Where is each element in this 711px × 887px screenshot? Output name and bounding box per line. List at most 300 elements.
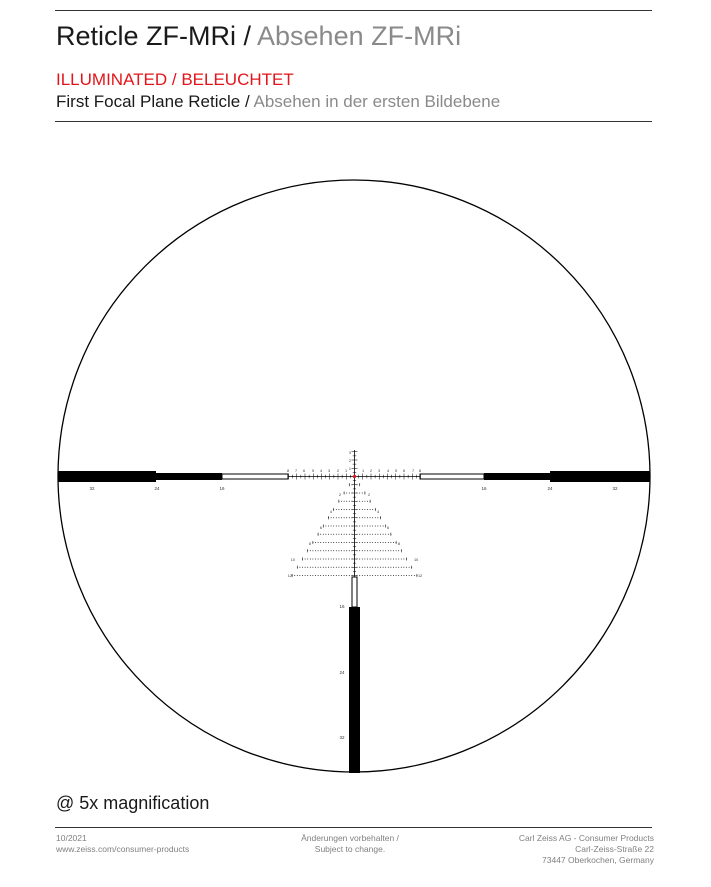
holdover-dot [385,559,386,560]
holdover-dot [336,575,337,576]
holdover-dot [312,567,313,568]
holdover-dot [346,526,347,527]
holdover-dot [346,542,347,543]
holdover-dot [372,559,373,560]
holdover-dot [323,559,324,560]
h-digit-right-1: 1 [361,469,365,473]
holdover-dot [341,559,342,560]
holdover-dot [328,534,329,535]
holdover-dot [351,501,352,502]
holdover-dot [385,534,386,535]
holdover-dot [385,567,386,568]
holdover-dot [338,534,339,535]
post-label-left-24: 24 [154,486,160,491]
holdover-dot [364,575,365,576]
post-label-left-16: 16 [219,486,225,491]
holdover-dot [351,559,352,560]
holdover-dot [336,567,337,568]
holdover-dot [380,550,381,551]
holdover-dot [377,567,378,568]
holdover-dot [351,493,352,494]
holdover-dot [294,575,295,576]
holdover-dot [318,559,319,560]
holdover-dot [364,567,365,568]
holdover-dot [344,534,345,535]
holdover-dot [346,534,347,535]
holdover-dot [357,534,358,535]
holdover-dot [338,550,339,551]
footer-street: Carl-Zeiss-Straße 22 [575,844,654,854]
holdover-dot [385,542,386,543]
holdover-dot [411,575,412,576]
h-digit-left-6: 6 [302,469,306,473]
holdover-dot [333,559,334,560]
holdover-dot [357,493,358,494]
holdover-dot [333,542,334,543]
post-label-right-24: 24 [547,486,553,491]
holdover-dot [372,517,373,518]
holdover-dot [370,517,371,518]
holdover-dot [401,575,402,576]
holdover-dot [370,526,371,527]
holdover-dot [380,526,381,527]
holdover-dot [377,550,378,551]
holdover-dot [380,542,381,543]
holdover-dot [357,567,358,568]
holdover-dot [372,567,373,568]
holdover-dot [346,567,347,568]
holdover-dot [375,542,376,543]
holdover-dot [385,575,386,576]
holdover-dot [336,526,337,527]
post-label-bottom-24: 24 [339,670,345,675]
holdover-dot [344,567,345,568]
h-digit-left-1: 1 [344,469,348,473]
holdover-dot [349,559,350,560]
holdover-dot [367,550,368,551]
holdover-dot [320,559,321,560]
holdover-dot [362,501,363,502]
holdover-dot [351,526,352,527]
holdover-dot [375,567,376,568]
holdover-dot [383,526,384,527]
holdover-dot [351,575,352,576]
holdover-dot [344,517,345,518]
footer-url[interactable]: www.zeiss.com/consumer-products [56,844,190,854]
holdover-dot [346,559,347,560]
holdover-dot [364,550,365,551]
h-digit-left-7: 7 [294,469,298,473]
holdover-dot [359,550,360,551]
tree-label-right-10: 10 [414,558,419,562]
holdover-dot [362,517,363,518]
v-digit-up-2: 2 [348,459,351,463]
holdover-dot [315,542,316,543]
holdover-dot [398,559,399,560]
holdover-dot [349,517,350,518]
holdover-dot [351,517,352,518]
holdover-dot [344,501,345,502]
holdover-dot [370,542,371,543]
h-digit-left-2: 2 [336,469,340,473]
holdover-dot [349,567,350,568]
holdover-dot [338,526,339,527]
holdover-dot [372,550,373,551]
holdover-dot [383,575,384,576]
holdover-dot [344,575,345,576]
focal-plane-en: First Focal Plane Reticle / [56,92,250,111]
footer-right [519,833,654,866]
holdover-dot [375,550,376,551]
holdover-dot [305,559,306,560]
footer-city: 73447 Oberkochen, Germany [542,855,654,865]
tree-label-left-4: 4 [329,510,332,514]
holdover-dot [310,567,311,568]
holdover-dot [377,575,378,576]
holdover-dot [362,559,363,560]
tree-label-right-8: 8 [398,542,401,546]
holdover-dot [323,567,324,568]
holdover-dot [331,526,332,527]
holdover-dot [362,550,363,551]
holdover-dot [364,542,365,543]
holdover-dot [325,559,326,560]
magnification-note: @ 5x magnification [56,793,210,813]
holdover-dot [388,575,389,576]
holdover-dot [367,517,368,518]
holdover-dot [307,575,308,576]
holdover-dot [338,542,339,543]
holdover-dot [357,550,358,551]
holdover-dot [357,575,358,576]
holdover-dot [349,534,350,535]
holdover-dot [390,542,391,543]
holdover-dot [315,575,316,576]
holdover-dot [359,534,360,535]
holdover-dot [414,575,415,576]
holdover-dot [362,526,363,527]
holdover-dot [323,550,324,551]
tree-label-left-2: 2 [338,493,341,497]
holdover-dot [307,559,308,560]
holdover-dot [396,550,397,551]
holdover-dot [333,534,334,535]
holdover-dot [370,509,371,510]
holdover-dot [403,575,404,576]
holdover-dot [383,534,384,535]
footer-left [56,833,189,855]
holdover-dot [336,559,337,560]
holdover-dot [357,501,358,502]
holdover-dot [396,559,397,560]
illuminated-center-dot [353,475,356,478]
holdover-dot [396,575,397,576]
holdover-dot [333,567,334,568]
holdover-dot [341,567,342,568]
holdover-dot [362,509,363,510]
holdover-dot [359,526,360,527]
bottom-thick-post [349,607,360,773]
holdover-dot [346,501,347,502]
holdover-dot [346,493,347,494]
holdover-dot [375,559,376,560]
holdover-dot [403,567,404,568]
holdover-dot [357,542,358,543]
title-en: Reticle ZF-MRi / [56,21,251,51]
holdover-dot [388,550,389,551]
holdover-dot [349,526,350,527]
holdover-dot [320,575,321,576]
holdover-dot [302,575,303,576]
holdover-dot [320,550,321,551]
holdover-dot [398,550,399,551]
h-digit-right-4: 4 [386,469,390,473]
footer-center [300,833,400,855]
h-digit-left-5: 5 [311,469,315,473]
holdover-dot [331,534,332,535]
holdover-dot [346,575,347,576]
tree-label-left-10: 10 [290,558,295,562]
holdover-dot [377,559,378,560]
holdover-dot [406,575,407,576]
tree-label-right-4: 4 [377,510,380,514]
holdover-dot [315,567,316,568]
holdover-dot [333,575,334,576]
holdover-dot [377,542,378,543]
holdover-dot [351,484,352,485]
holdover-dot [341,501,342,502]
holdover-dot [362,534,363,535]
holdover-dot [362,575,363,576]
v-digit-up-1: 1 [348,467,351,471]
holdover-dot [338,509,339,510]
holdover-dot [393,567,394,568]
holdover-dot [331,575,332,576]
holdover-dot [398,567,399,568]
h-digit-left-3: 3 [327,469,331,473]
right-thick-post [550,471,650,482]
holdover-dot [390,567,391,568]
holdover-dot [359,542,360,543]
holdover-dot [372,534,373,535]
holdover-dot [349,509,350,510]
tree-label-left-12: 12 [287,574,292,578]
holdover-dot [320,542,321,543]
holdover-dot [344,559,345,560]
h-digit-right-5: 5 [394,469,398,473]
holdover-dot [331,567,332,568]
holdover-dot [312,550,313,551]
holdover-dot [370,575,371,576]
holdover-dot [341,534,342,535]
holdover-dot [307,567,308,568]
holdover-dot [351,550,352,551]
holdover-dot [370,550,371,551]
holdover-dot [380,567,381,568]
v-digit-up-3: 3 [348,451,351,455]
holdover-dot [318,542,319,543]
holdover-dot [388,559,389,560]
holdover-dot [336,550,337,551]
holdover-dot [377,534,378,535]
footer-rule [55,827,652,828]
holdover-dot [328,526,329,527]
holdover-dot [318,567,319,568]
holdover-dot [315,550,316,551]
holdover-dot [349,493,350,494]
holdover-dot [312,559,313,560]
holdover-dot [323,534,324,535]
holdover-dot [372,526,373,527]
holdover-dot [325,526,326,527]
holdover-dot [409,575,410,576]
holdover-dot [370,534,371,535]
holdover-dot [344,550,345,551]
holdover-dot [393,550,394,551]
holdover-dot [367,567,368,568]
h-digit-right-7: 7 [411,469,415,473]
holdover-dot [341,526,342,527]
holdover-dot [341,542,342,543]
holdover-dot [338,575,339,576]
right-thin-post [420,474,484,479]
holdover-dot [396,567,397,568]
holdover-dot [310,550,311,551]
title-de: Absehen ZF-MRi [257,21,462,51]
holdover-dot [367,501,368,502]
holdover-dot [318,575,319,576]
right-medium-post [484,473,550,480]
h-digit-right-3: 3 [377,469,381,473]
holdover-dot [390,559,391,560]
holdover-dot [323,542,324,543]
holdover-dot [357,526,358,527]
h-digit-right-8: 8 [418,469,422,473]
h-digit-right-6: 6 [402,469,406,473]
holdover-dot [331,542,332,543]
holdover-dot [325,567,326,568]
post-label-left-32: 32 [89,486,95,491]
post-label-right-16: 16 [481,486,487,491]
post-label-bottom-32: 32 [339,735,345,740]
holdover-dot [390,575,391,576]
holdover-dot [383,559,384,560]
holdover-dot [341,550,342,551]
holdover-dot [357,559,358,560]
post-label-bottom-16: 16 [339,604,345,609]
holdover-dot [367,559,368,560]
holdover-dot [351,567,352,568]
holdover-dot [367,542,368,543]
h-digit-left-8: 8 [286,469,290,473]
holdover-dot [351,509,352,510]
holdover-dot [375,517,376,518]
holdover-dot [383,567,384,568]
holdover-dot [377,526,378,527]
holdover-dot [364,501,365,502]
h-digit-left-4: 4 [319,469,323,473]
holdover-dot [359,559,360,560]
holdover-dot [388,542,389,543]
holdover-dot [328,567,329,568]
holdover-dot [357,509,358,510]
holdover-dot [367,575,368,576]
holdover-dot [346,509,347,510]
tree-label-right-12: 12 [418,574,423,578]
holdover-dot [388,534,389,535]
left-thick-post [58,471,156,482]
holdover-dot [341,575,342,576]
holdover-dot [364,517,365,518]
holdover-dot [346,550,347,551]
holdover-dot [305,575,306,576]
holdover-dot [367,509,368,510]
bottom-thin-post [352,577,357,607]
left-medium-post [156,473,222,480]
holdover-dot [359,567,360,568]
holdover-dot [380,575,381,576]
holdover-dot [393,542,394,543]
holdover-dot [372,575,373,576]
holdover-dot [401,567,402,568]
holdover-dot [349,501,350,502]
footer-change-de: Änderungen vorbehalten / [301,833,399,843]
holdover-dot [325,542,326,543]
holdover-dot [383,550,384,551]
holdover-dot [336,534,337,535]
holdover-dot [349,550,350,551]
holdover-dot [375,534,376,535]
holdover-dot [336,542,337,543]
holdover-dot [370,567,371,568]
footer-date: 10/2021 [56,833,87,843]
holdover-dot [398,575,399,576]
holdover-dot [370,559,371,560]
holdover-dot [351,534,352,535]
holdover-dot [331,550,332,551]
holdover-dot [325,550,326,551]
holdover-dot [401,559,402,560]
holdover-dot [385,550,386,551]
holdover-dot [393,559,394,560]
holdover-dot [331,517,332,518]
holdover-dot [333,526,334,527]
holdover-dot [338,567,339,568]
holdover-dot [351,542,352,543]
holdover-dot [372,542,373,543]
holdover-dot [390,550,391,551]
holdover-dot [297,575,298,576]
holdover-dot [344,509,345,510]
holdover-dot [393,575,394,576]
holdover-dot [359,501,360,502]
holdover-dot [359,517,360,518]
holdover-dot [380,534,381,535]
holdover-dot [364,559,365,560]
holdover-dot [375,575,376,576]
holdover-dot [331,559,332,560]
holdover-dot [299,575,300,576]
holdover-dot [377,517,378,518]
h-digit-right-2: 2 [369,469,373,473]
holdover-dot [362,567,363,568]
holdover-dot [328,575,329,576]
holdover-dot [336,517,337,518]
holdover-dot [346,517,347,518]
holdover-dot [364,534,365,535]
tree-label-left-6: 6 [319,526,322,530]
holdover-dot [310,559,311,560]
